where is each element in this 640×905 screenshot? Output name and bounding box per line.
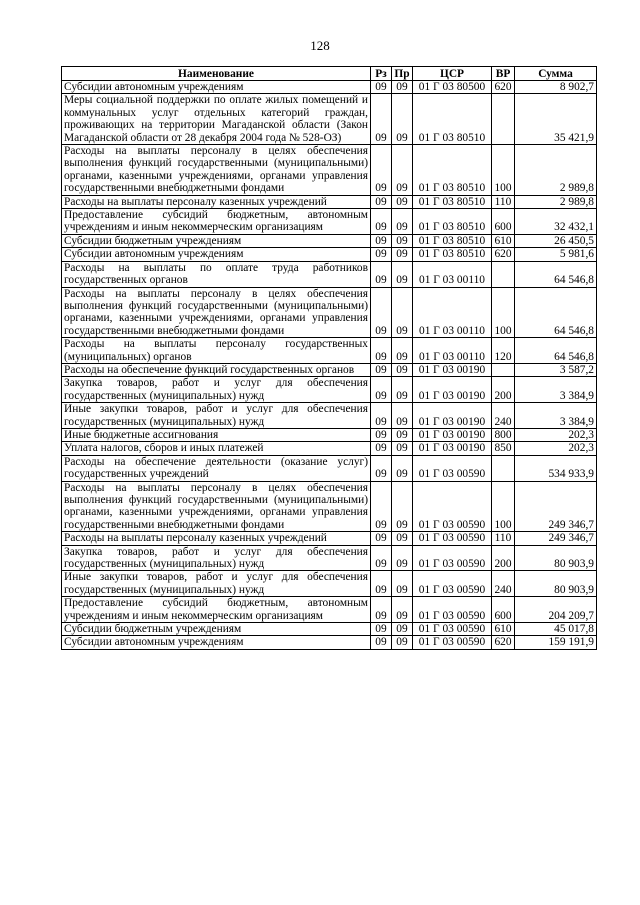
row-csr: 01 Г 03 80510 [413,94,492,145]
table-row [62,571,597,597]
row-sum: 3 587,2 [515,363,597,376]
row-vr [492,455,515,481]
row-vr [492,363,515,376]
row-csr: 01 Г 03 80510 [413,145,492,196]
row-rz: 09 [371,481,392,532]
row-pr: 09 [392,377,413,403]
row-rz: 09 [371,636,392,649]
table-row [62,442,597,455]
table-row [62,428,597,441]
row-pr: 09 [392,442,413,455]
row-csr: 01 Г 03 80500 [413,81,492,94]
row-name: Меры социальной поддержки по оплате жилых помещений и коммунальных услуг отдельных категорий граждан, проживающих на территории Магаданской области (Закон Магаданской области от 28 декабря 2004 года № 528-ОЗ) [62,94,371,145]
row-csr: 01 Г 03 80510 [413,248,492,261]
row-pr: 09 [392,338,413,364]
table-row [62,248,597,261]
row-pr: 09 [392,532,413,545]
table-row [62,287,597,338]
row-sum: 2 989,8 [515,195,597,208]
row-vr: 620 [492,636,515,649]
header-rz: Рз [371,67,392,81]
header-pr: Пр [392,67,413,81]
row-pr: 09 [392,195,413,208]
row-rz: 09 [371,545,392,571]
row-pr: 09 [392,597,413,623]
row-pr: 09 [392,261,413,287]
row-pr: 09 [392,234,413,247]
row-name: Расходы на выплаты персоналу казенных учреждений [62,195,371,208]
table-row [62,94,597,145]
row-rz: 09 [371,442,392,455]
row-csr: 01 Г 03 00190 [413,377,492,403]
row-vr: 610 [492,623,515,636]
row-sum: 5 981,6 [515,248,597,261]
row-sum: 80 903,9 [515,571,597,597]
row-vr: 240 [492,403,515,429]
row-rz: 09 [371,571,392,597]
row-csr: 01 Г 03 00190 [413,442,492,455]
row-csr: 01 Г 03 00590 [413,571,492,597]
row-name: Субсидии бюджетным учреждениям [62,623,371,636]
row-csr: 01 Г 03 00190 [413,428,492,441]
row-csr: 01 Г 03 00110 [413,338,492,364]
row-sum: 45 017,8 [515,623,597,636]
row-rz: 09 [371,363,392,376]
row-name: Закупка товаров, работ и услуг для обеспечения государственных (муниципальных) нужд [62,377,371,403]
row-sum: 32 432,1 [515,209,597,235]
row-rz: 09 [371,145,392,196]
table-row [62,597,597,623]
header-vr: ВР [492,67,515,81]
row-rz: 09 [371,623,392,636]
table-row [62,209,597,235]
row-pr: 09 [392,545,413,571]
row-csr: 01 Г 03 00110 [413,261,492,287]
row-sum: 35 421,9 [515,94,597,145]
row-vr: 200 [492,545,515,571]
header-name: Наименование [62,67,371,81]
row-name: Предоставление субсидий бюджетным, автономным учреждениям и иным некоммерческим организациям [62,597,371,623]
row-sum: 534 933,9 [515,455,597,481]
row-csr: 01 Г 03 00190 [413,363,492,376]
row-name: Расходы на выплаты персоналу в целях обеспечения выполнения функций государственными (муниципальными) органами, казенными учреждениями, органами управления государственными внебюджетными фондами [62,287,371,338]
row-vr: 100 [492,287,515,338]
table-body [62,81,597,650]
table-row [62,81,597,94]
row-sum: 3 384,9 [515,403,597,429]
row-vr: 620 [492,81,515,94]
row-sum: 64 546,8 [515,261,597,287]
row-name: Расходы на обеспечение функций государственных органов [62,363,371,376]
row-rz: 09 [371,403,392,429]
row-csr: 01 Г 03 00590 [413,532,492,545]
row-csr: 01 Г 03 00190 [413,403,492,429]
table-row [62,195,597,208]
table-row [62,545,597,571]
row-pr: 09 [392,623,413,636]
row-pr: 09 [392,145,413,196]
row-sum: 159 191,9 [515,636,597,649]
row-rz: 09 [371,209,392,235]
header-csr: ЦСР [413,67,492,81]
table-row [62,363,597,376]
row-name: Расходы на обеспечение деятельности (оказание услуг) государственных учреждений [62,455,371,481]
row-vr: 620 [492,248,515,261]
row-name: Субсидии бюджетным учреждениям [62,234,371,247]
row-name: Субсидии автономным учреждениям [62,81,371,94]
row-vr [492,261,515,287]
row-csr: 01 Г 03 80510 [413,209,492,235]
table-row [62,234,597,247]
row-rz: 09 [371,248,392,261]
row-vr: 600 [492,209,515,235]
table-row [62,636,597,649]
row-rz: 09 [371,234,392,247]
row-name: Закупка товаров, работ и услуг для обеспечения государственных (муниципальных) нужд [62,545,371,571]
table-row [62,481,597,532]
table-row [62,403,597,429]
row-sum: 64 546,8 [515,338,597,364]
row-vr: 610 [492,234,515,247]
row-vr [492,94,515,145]
row-csr: 01 Г 03 00110 [413,287,492,338]
row-rz: 09 [371,81,392,94]
table-row [62,377,597,403]
row-rz: 09 [371,94,392,145]
row-pr: 09 [392,636,413,649]
row-name: Иные закупки товаров, работ и услуг для обеспечения государственных (муниципальных) нужд [62,571,371,597]
row-csr: 01 Г 03 00590 [413,623,492,636]
row-vr: 850 [492,442,515,455]
row-rz: 09 [371,455,392,481]
table-row [62,261,597,287]
row-name: Иные бюджетные ассигнования [62,428,371,441]
row-sum: 80 903,9 [515,545,597,571]
row-vr: 100 [492,145,515,196]
row-name: Предоставление субсидий бюджетным, автономным учреждениям и иным некоммерческим организациям [62,209,371,235]
table-row [62,145,597,196]
row-sum: 249 346,7 [515,532,597,545]
row-pr: 09 [392,455,413,481]
row-pr: 09 [392,403,413,429]
row-pr: 09 [392,81,413,94]
row-csr: 01 Г 03 80510 [413,195,492,208]
row-csr: 01 Г 03 00590 [413,481,492,532]
row-sum: 202,3 [515,442,597,455]
row-pr: 09 [392,209,413,235]
row-vr: 120 [492,338,515,364]
row-rz: 09 [371,338,392,364]
row-name: Расходы на выплаты персоналу в целях обеспечения выполнения функций государственными (муниципальными) органами, казенными учреждениями, органами управления государственными внебюджетными фондами [62,481,371,532]
row-sum: 64 546,8 [515,287,597,338]
row-rz: 09 [371,287,392,338]
row-vr: 800 [492,428,515,441]
row-pr: 09 [392,428,413,441]
table-header-row [62,67,597,81]
row-name: Расходы на выплаты по оплате труда работников государственных органов [62,261,371,287]
row-rz: 09 [371,597,392,623]
row-sum: 26 450,5 [515,234,597,247]
row-pr: 09 [392,287,413,338]
row-pr: 09 [392,94,413,145]
row-pr: 09 [392,571,413,597]
row-pr: 09 [392,363,413,376]
table-row [62,532,597,545]
row-name: Расходы на выплаты персоналу в целях обеспечения выполнения функций государственными (муниципальными) органами, казенными учреждениями, органами управления государственными внебюджетными фондами [62,145,371,196]
row-name: Расходы на выплаты персоналу государственных (муниципальных) органов [62,338,371,364]
row-sum: 8 902,7 [515,81,597,94]
row-sum: 2 989,8 [515,145,597,196]
row-rz: 09 [371,195,392,208]
row-name: Расходы на выплаты персоналу казенных учреждений [62,532,371,545]
row-vr: 110 [492,195,515,208]
table-row [62,623,597,636]
row-csr: 01 Г 03 00590 [413,545,492,571]
row-rz: 09 [371,428,392,441]
row-vr: 200 [492,377,515,403]
page-number: 128 [310,38,330,53]
row-vr: 100 [492,481,515,532]
row-rz: 09 [371,261,392,287]
row-rz: 09 [371,532,392,545]
row-pr: 09 [392,248,413,261]
row-vr: 240 [492,571,515,597]
row-sum: 3 384,9 [515,377,597,403]
header-sum: Сумма [515,67,597,81]
row-vr: 600 [492,597,515,623]
row-rz: 09 [371,377,392,403]
row-csr: 01 Г 03 80510 [413,234,492,247]
row-name: Субсидии автономным учреждениям [62,248,371,261]
row-csr: 01 Г 03 00590 [413,636,492,649]
row-name: Субсидии автономным учреждениям [62,636,371,649]
row-name: Уплата налогов, сборов и иных платежей [62,442,371,455]
row-name: Иные закупки товаров, работ и услуг для обеспечения государственных (муниципальных) нужд [62,403,371,429]
table-row [62,338,597,364]
row-pr: 09 [392,481,413,532]
row-sum: 204 209,7 [515,597,597,623]
row-vr: 110 [492,532,515,545]
row-sum: 202,3 [515,428,597,441]
row-csr: 01 Г 03 00590 [413,455,492,481]
row-csr: 01 Г 03 00590 [413,597,492,623]
table-row [62,455,597,481]
budget-table [61,66,597,650]
row-sum: 249 346,7 [515,481,597,532]
